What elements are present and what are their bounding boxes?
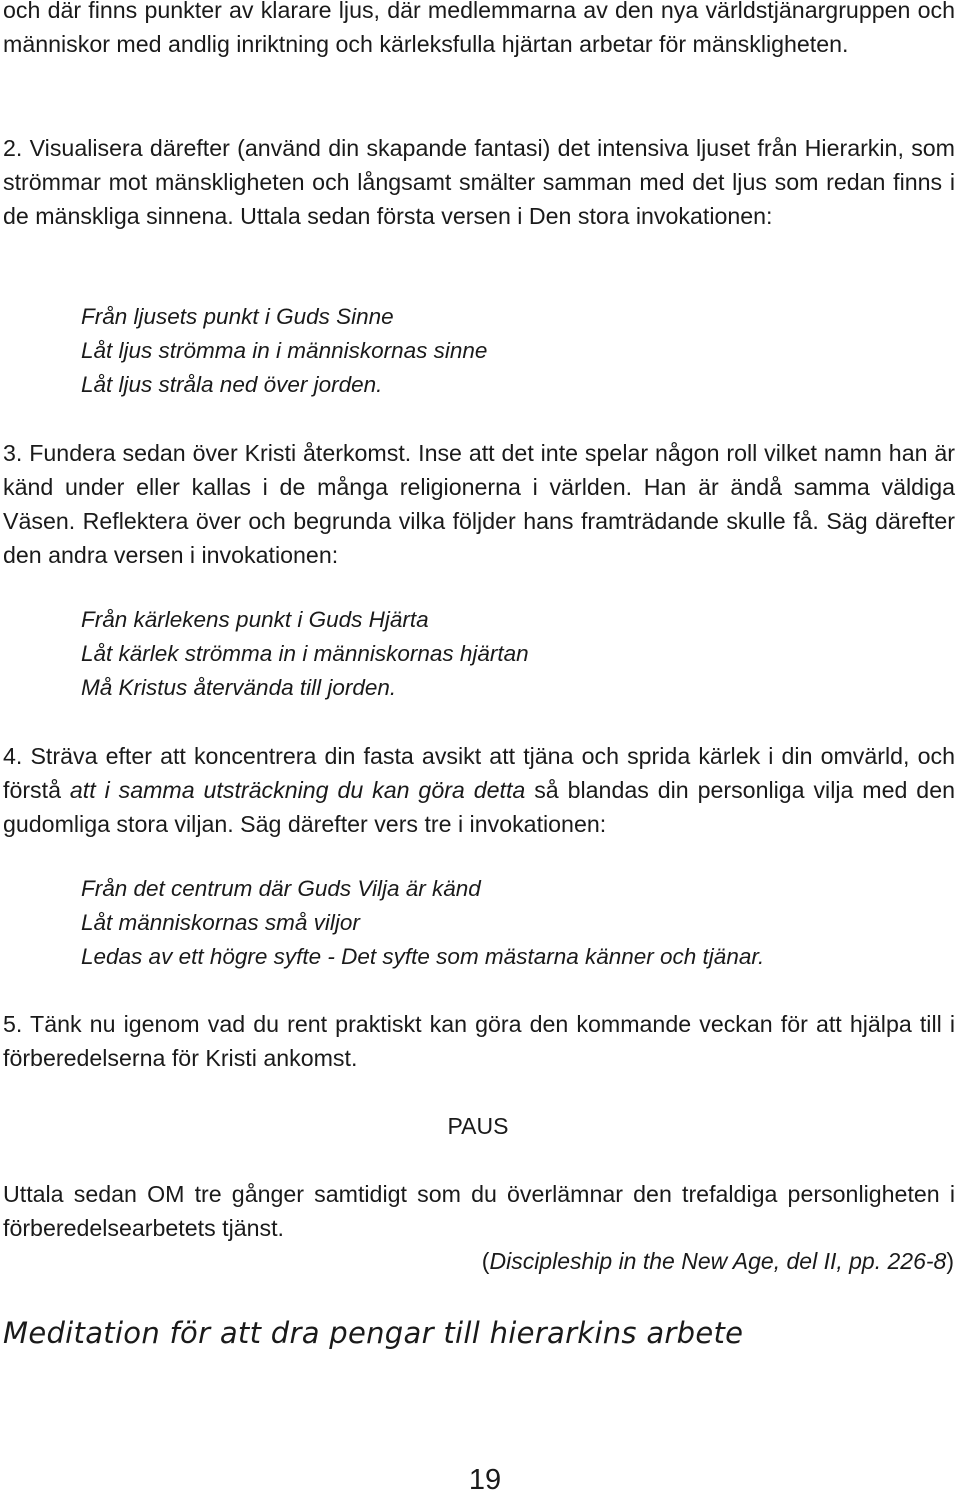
verse-2-line-3: Må Kristus återvända till jorden. <box>81 675 397 700</box>
step-4-text-after: så blandas din personliga vilja med den gudomliga stora viljan. Säg därefter vers tre i invokationen: <box>3 777 955 837</box>
om-paragraph: Uttala sedan OM tre gånger samtidigt som du överlämnar den trefaldiga personligheten i förberedelsearbetets tjänst. <box>3 1181 955 1241</box>
step-3-paragraph: 3. Fundera sedan över Kristi återkomst. Inse att det inte spelar någon roll vilket namn han är känd under eller kallas i de många religionerna i världen. Han är ändå samma väldiga Väsen. Reflektera över och begrunda vilka följder hans framträdande skulle få. Säg därefter den andra versen i invokationen: <box>3 440 955 568</box>
step-4-text-before: 4. Sträva efter att koncentrera din fasta avsikt att tjäna och sprida kärlek i din omvärld, och förstå <box>3 743 955 803</box>
citation-open-paren: ( <box>481 1248 490 1274</box>
invocation-verse-2 <box>81 603 941 705</box>
citation-source: Discipleship in the New Age, del II, pp. 226-8 <box>489 1248 947 1274</box>
pause-label: PAUS <box>447 1113 509 1139</box>
step-4-emphasis: att i samma utsträckning du kan göra detta <box>69 777 526 803</box>
next-section-heading: Meditation för att dra pengar till hierarkins arbete <box>3 1316 744 1350</box>
invocation-verse-1 <box>81 300 941 402</box>
step-4-paragraph <box>3 739 955 841</box>
citation-close-paren: ) <box>946 1248 954 1274</box>
source-citation <box>482 1244 954 1278</box>
verse-1-line-1: Från ljusets punkt i Guds Sinne <box>81 304 394 329</box>
verse-1-line-2: Låt ljus strömma in i människornas sinne <box>81 338 488 363</box>
page-number: 19 <box>468 1464 502 1496</box>
intro-paragraph: och där finns punkter av klarare ljus, där medlemmarna av den nya världstjänargruppen och människor med andlig inriktning och kärleksfulla hjärtan arbetar för mänskligheten. <box>3 0 955 57</box>
verse-1-line-3: Låt ljus stråla ned över jorden. <box>81 372 383 397</box>
step-2-paragraph: 2. Visualisera därefter (använd din skapande fantasi) det intensiva ljuset från Hierarkin, som strömmar mot mänskligheten och långsamt smälter samman med det ljus som redan finns i de mänskliga sinnena. Uttala sedan första versen i Den stora invokationen: <box>3 135 955 229</box>
step-5-paragraph: 5. Tänk nu igenom vad du rent praktiskt kan göra den kommande veckan för att hjälpa till i förberedelserna för Kristi ankomst. <box>3 1011 955 1071</box>
invocation-verse-3 <box>81 872 941 974</box>
verse-2-line-1: Från kärlekens punkt i Guds Hjärta <box>81 607 429 632</box>
verse-2-line-2: Låt kärlek strömma in i människornas hjärtan <box>81 641 529 666</box>
verse-3-line-1: Från det centrum där Guds Vilja är känd <box>81 876 481 901</box>
verse-3-line-3: Ledas av ett högre syfte - Det syfte som mästarna känner och tjänar. <box>81 944 765 969</box>
verse-3-line-2: Låt människornas små viljor <box>81 910 360 935</box>
